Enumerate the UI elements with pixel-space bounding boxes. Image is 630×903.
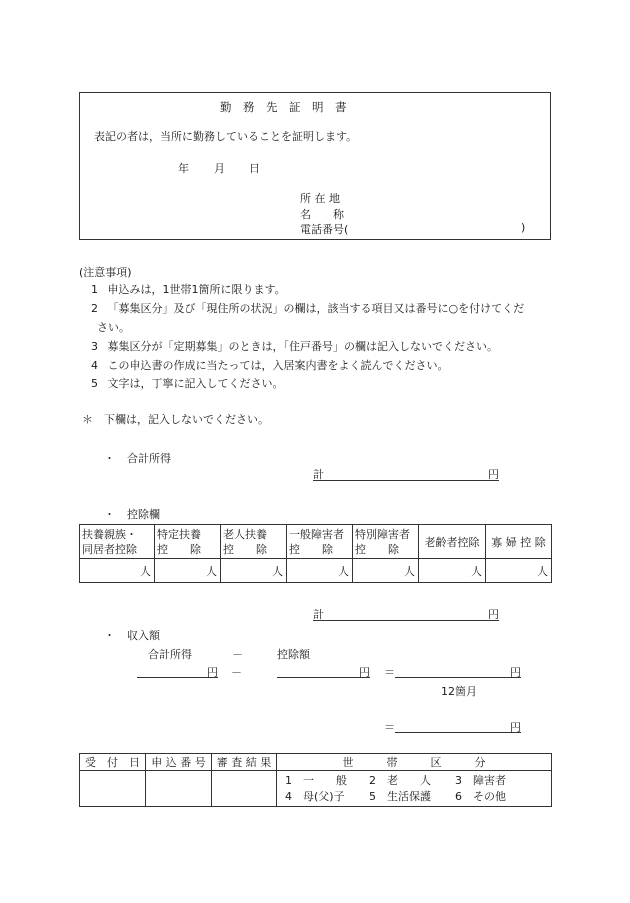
category-option: 5 生活保護 — [369, 789, 431, 803]
header-disability-deduction: 一般障害者 控 除 — [287, 525, 353, 559]
certificate-statement: 表記の者は，当所に勤務していることを証明します。 — [94, 130, 358, 143]
review-result-cell — [212, 771, 277, 807]
note-text: 申込みは，1世帯1箇所に限ります。 — [107, 283, 286, 296]
phone-close: ) — [521, 221, 526, 234]
receipt-deduction-line — [277, 677, 370, 678]
note-item-2 — [91, 300, 524, 316]
header-aged-deduction: 老齢者控除 — [419, 525, 486, 559]
note-item-1 — [91, 281, 286, 297]
certificate-title: 勤 務 先 証 明 書 — [220, 100, 347, 114]
receipt-result-yen: 円 — [510, 666, 521, 679]
category-row — [285, 789, 551, 805]
count-cell: 人 — [221, 559, 287, 583]
note-text: 「募集区分」及び「現住所の状況」の欄は，該当する項目又は番号に○を付けてくだ — [107, 302, 525, 315]
header-elderly-dependent-deduction: 老人扶養 控 除 — [221, 525, 287, 559]
total-income-yen: 円 — [488, 468, 499, 481]
receipt-date-cell — [80, 771, 146, 807]
deduction-kei: 計 — [313, 608, 324, 621]
date-month: 月 — [214, 162, 225, 175]
receipt-label: 収入額 — [127, 629, 160, 642]
deduction-yen: 円 — [488, 608, 499, 621]
bullet: ・ — [104, 508, 115, 521]
note-number: 1 — [91, 283, 98, 296]
note-number: 3 — [91, 340, 98, 353]
deduction-total-line — [313, 620, 499, 621]
deduction-table — [79, 524, 552, 583]
category-option: 3 障害者 — [455, 773, 506, 787]
receipt-minus-2: － — [231, 666, 242, 679]
note-item-3 — [91, 338, 498, 354]
office-use-note: ＊ 下欄は，記入しないでください。 — [82, 413, 269, 426]
bullet: ・ — [104, 629, 115, 642]
header-special-disability-deduction: 特別障害者 控 除 — [353, 525, 419, 559]
note-number: 4 — [91, 359, 98, 372]
note-text: 文字は，丁寧に記入してください。 — [107, 377, 284, 390]
category-option: 4 母(父)子 — [285, 789, 345, 803]
office-use-table — [79, 753, 552, 807]
note-item-4 — [91, 357, 449, 373]
note-number: 5 — [91, 377, 98, 390]
header-widow-deduction: 寡 婦 控 除 — [486, 525, 552, 559]
note-number: 2 — [91, 302, 98, 315]
header-specific-dependent-deduction: 特定扶養 控 除 — [155, 525, 221, 559]
receipt-equals: ＝ — [384, 666, 395, 679]
receipt-final-yen: 円 — [510, 721, 521, 734]
total-income-line — [313, 480, 499, 481]
receipt-income-line — [137, 677, 218, 678]
application-number-cell — [146, 771, 212, 807]
header-application-number: 申 込 番 号 — [146, 754, 212, 771]
count-cell: 人 — [419, 559, 486, 583]
bullet: ・ — [104, 452, 115, 465]
deduction-label: 控除欄 — [127, 508, 160, 521]
category-option: 6 その他 — [455, 789, 506, 803]
category-row — [285, 773, 551, 789]
receipt-deduction-yen: 円 — [359, 666, 370, 679]
notes-heading: (注意事項) — [79, 266, 132, 279]
phone-label: 電話番号( — [300, 223, 349, 236]
date-day: 日 — [249, 162, 260, 175]
receipt-deduction-label: 控除額 — [277, 648, 310, 661]
count-cell: 人 — [287, 559, 353, 583]
name-label: 名 称 — [300, 208, 344, 221]
receipt-income-yen: 円 — [207, 666, 218, 679]
header-dependent-deduction: 扶養親族・ 同居者控除 — [80, 525, 155, 559]
note-item-5 — [91, 375, 284, 391]
count-cell: 人 — [353, 559, 419, 583]
category-option: 2 老 人 — [369, 773, 431, 787]
count-cell: 人 — [155, 559, 221, 583]
receipt-equals-final: ＝ — [384, 721, 395, 734]
note-item-2-continued: さい。 — [97, 321, 130, 334]
total-income-label: 合計所得 — [127, 452, 171, 465]
receipt-minus: － — [232, 648, 243, 661]
receipt-result-line — [395, 677, 521, 678]
note-text: 募集区分が「定期募集」のときは，「住戸番号」の欄は記入しないでください。 — [107, 340, 498, 353]
header-household-category: 世 帯 区 分 — [277, 754, 552, 771]
count-cell: 人 — [80, 559, 155, 583]
header-review-result: 審 査 結 果 — [212, 754, 277, 771]
household-category-cell — [277, 771, 552, 807]
address-label: 所 在 地 — [300, 192, 340, 205]
category-option: 1 一 般 — [285, 773, 347, 787]
count-cell: 人 — [486, 559, 552, 583]
receipt-final-line — [395, 732, 521, 733]
header-receipt-date: 受 付 日 — [80, 754, 146, 771]
receipt-months: 12箇月 — [441, 685, 477, 698]
date-year: 年 — [178, 162, 189, 175]
note-text: この申込書の作成に当たっては，入居案内書をよく読んでください。 — [107, 359, 449, 372]
total-income-kei: 計 — [313, 468, 324, 481]
receipt-total-income-label: 合計所得 — [148, 648, 192, 661]
